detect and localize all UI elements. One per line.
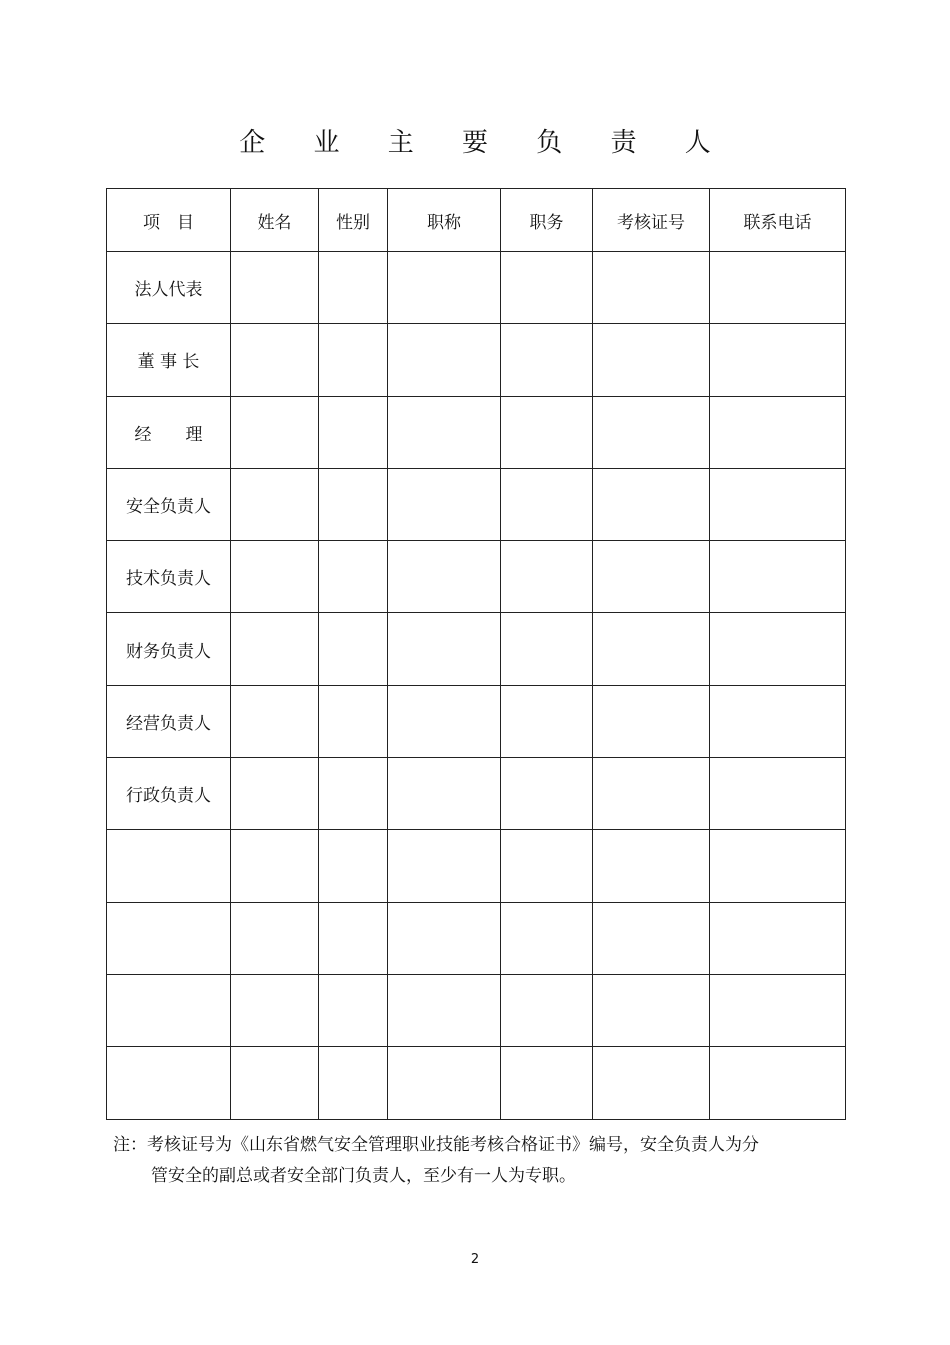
footnote-line-1: 注：考核证号为《山东省燃气安全管理职业技能考核合格证书》编号，安全负责人为分	[113, 1135, 759, 1155]
table-cell[interactable]	[231, 902, 319, 974]
table-cell[interactable]	[319, 541, 388, 613]
table-row	[107, 758, 846, 830]
table-cell[interactable]	[319, 758, 388, 830]
table-cell[interactable]	[231, 974, 319, 1046]
table-cell[interactable]	[319, 468, 388, 540]
table-cell[interactable]	[319, 613, 388, 685]
table-cell[interactable]	[593, 613, 710, 685]
column-header: 项 目	[107, 189, 231, 252]
table-cell[interactable]	[319, 252, 388, 324]
table-cell[interactable]	[388, 541, 501, 613]
row-label: 经 理	[107, 396, 231, 468]
row-label: 行政负责人	[107, 758, 231, 830]
table-cell[interactable]	[231, 396, 319, 468]
row-label	[107, 974, 231, 1046]
column-header: 性别	[319, 189, 388, 252]
table-cell[interactable]	[501, 758, 593, 830]
table-row	[107, 252, 846, 324]
table-cell[interactable]	[593, 396, 710, 468]
table-cell[interactable]	[388, 613, 501, 685]
table-cell[interactable]	[388, 252, 501, 324]
table-cell[interactable]	[593, 252, 710, 324]
table-cell[interactable]	[319, 902, 388, 974]
table-cell[interactable]	[593, 468, 710, 540]
row-label	[107, 830, 231, 902]
table-cell[interactable]	[388, 974, 501, 1046]
table-cell[interactable]	[388, 324, 501, 396]
table-cell[interactable]	[593, 974, 710, 1046]
table-cell[interactable]	[231, 541, 319, 613]
table-header-row	[107, 189, 846, 252]
row-label: 法人代表	[107, 252, 231, 324]
table-cell[interactable]	[231, 1047, 319, 1119]
table-cell[interactable]	[319, 324, 388, 396]
table-cell[interactable]	[710, 613, 846, 685]
table-row	[107, 902, 846, 974]
footnote	[113, 1130, 813, 1192]
table-cell[interactable]	[388, 758, 501, 830]
table-cell[interactable]	[231, 758, 319, 830]
table-cell[interactable]	[231, 252, 319, 324]
table-row	[107, 974, 846, 1046]
table-cell[interactable]	[501, 685, 593, 757]
column-header: 联系电话	[710, 189, 846, 252]
table-cell[interactable]	[593, 902, 710, 974]
table-cell[interactable]	[710, 324, 846, 396]
row-label: 财务负责人	[107, 613, 231, 685]
table-cell[interactable]	[501, 613, 593, 685]
table-cell[interactable]	[501, 830, 593, 902]
table-cell[interactable]	[710, 396, 846, 468]
footnote-line-2: 管安全的副总或者安全部门负责人，至少有一人为专职。	[151, 1166, 576, 1186]
table-cell[interactable]	[593, 685, 710, 757]
table-cell[interactable]	[710, 685, 846, 757]
row-label: 经营负责人	[107, 685, 231, 757]
table-cell[interactable]	[319, 685, 388, 757]
table-cell[interactable]	[710, 902, 846, 974]
table-cell[interactable]	[231, 613, 319, 685]
table-cell[interactable]	[593, 758, 710, 830]
table-cell[interactable]	[710, 830, 846, 902]
row-label: 安全负责人	[107, 468, 231, 540]
table-cell[interactable]	[319, 830, 388, 902]
table-cell[interactable]	[231, 685, 319, 757]
table-cell[interactable]	[231, 468, 319, 540]
column-header: 职称	[388, 189, 501, 252]
table-cell[interactable]	[388, 1047, 501, 1119]
responsible-persons-table	[106, 188, 846, 1120]
table-row	[107, 830, 846, 902]
table-cell[interactable]	[388, 685, 501, 757]
table-cell[interactable]	[501, 902, 593, 974]
column-header: 考核证号	[593, 189, 710, 252]
row-label: 技术负责人	[107, 541, 231, 613]
table-cell[interactable]	[501, 541, 593, 613]
table-cell[interactable]	[501, 324, 593, 396]
row-label	[107, 902, 231, 974]
row-label: 董 事 长	[107, 324, 231, 396]
column-header: 职务	[501, 189, 593, 252]
table-cell[interactable]	[231, 830, 319, 902]
table-cell[interactable]	[501, 396, 593, 468]
table-row	[107, 613, 846, 685]
table-cell[interactable]	[388, 396, 501, 468]
table-cell[interactable]	[501, 974, 593, 1046]
table-row	[107, 324, 846, 396]
table-cell[interactable]	[501, 468, 593, 540]
table-row	[107, 396, 846, 468]
table-cell[interactable]	[319, 974, 388, 1046]
table-cell[interactable]	[710, 1047, 846, 1119]
table-cell[interactable]	[710, 468, 846, 540]
table-row	[107, 1047, 846, 1119]
table-row	[107, 685, 846, 757]
table-cell[interactable]	[501, 1047, 593, 1119]
table-cell[interactable]	[501, 252, 593, 324]
table-cell[interactable]	[319, 396, 388, 468]
table-cell[interactable]	[710, 758, 846, 830]
table-cell[interactable]	[388, 902, 501, 974]
table-row	[107, 468, 846, 540]
column-header: 姓名	[231, 189, 319, 252]
page-number: 2	[470, 1252, 480, 1267]
table-cell[interactable]	[388, 830, 501, 902]
table-cell[interactable]	[710, 974, 846, 1046]
table-cell[interactable]	[231, 324, 319, 396]
table-row	[107, 541, 846, 613]
page-title: 企 业 主 要 负 责 人	[239, 128, 731, 158]
table-cell[interactable]	[593, 324, 710, 396]
table-cell[interactable]	[710, 541, 846, 613]
table-cell[interactable]	[388, 468, 501, 540]
row-label	[107, 1047, 231, 1119]
table-cell[interactable]	[319, 1047, 388, 1119]
table-cell[interactable]	[593, 830, 710, 902]
table-cell[interactable]	[593, 541, 710, 613]
table-cell[interactable]	[710, 252, 846, 324]
table-cell[interactable]	[593, 1047, 710, 1119]
